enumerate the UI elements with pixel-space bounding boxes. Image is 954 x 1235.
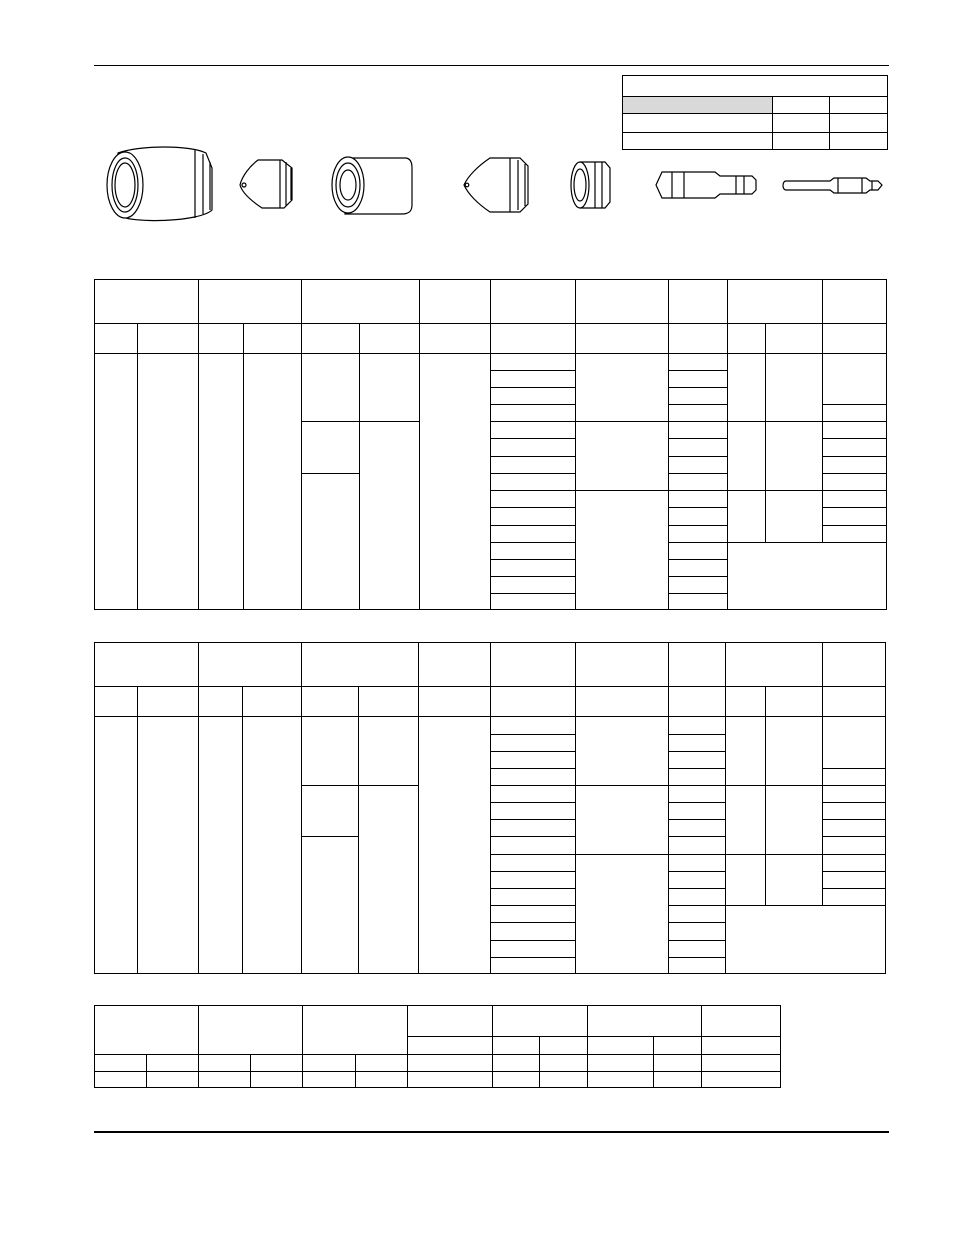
table-3 — [94, 1005, 781, 1088]
footer-rule — [94, 1131, 889, 1133]
table-1 — [94, 279, 887, 610]
table-2 — [94, 642, 886, 974]
